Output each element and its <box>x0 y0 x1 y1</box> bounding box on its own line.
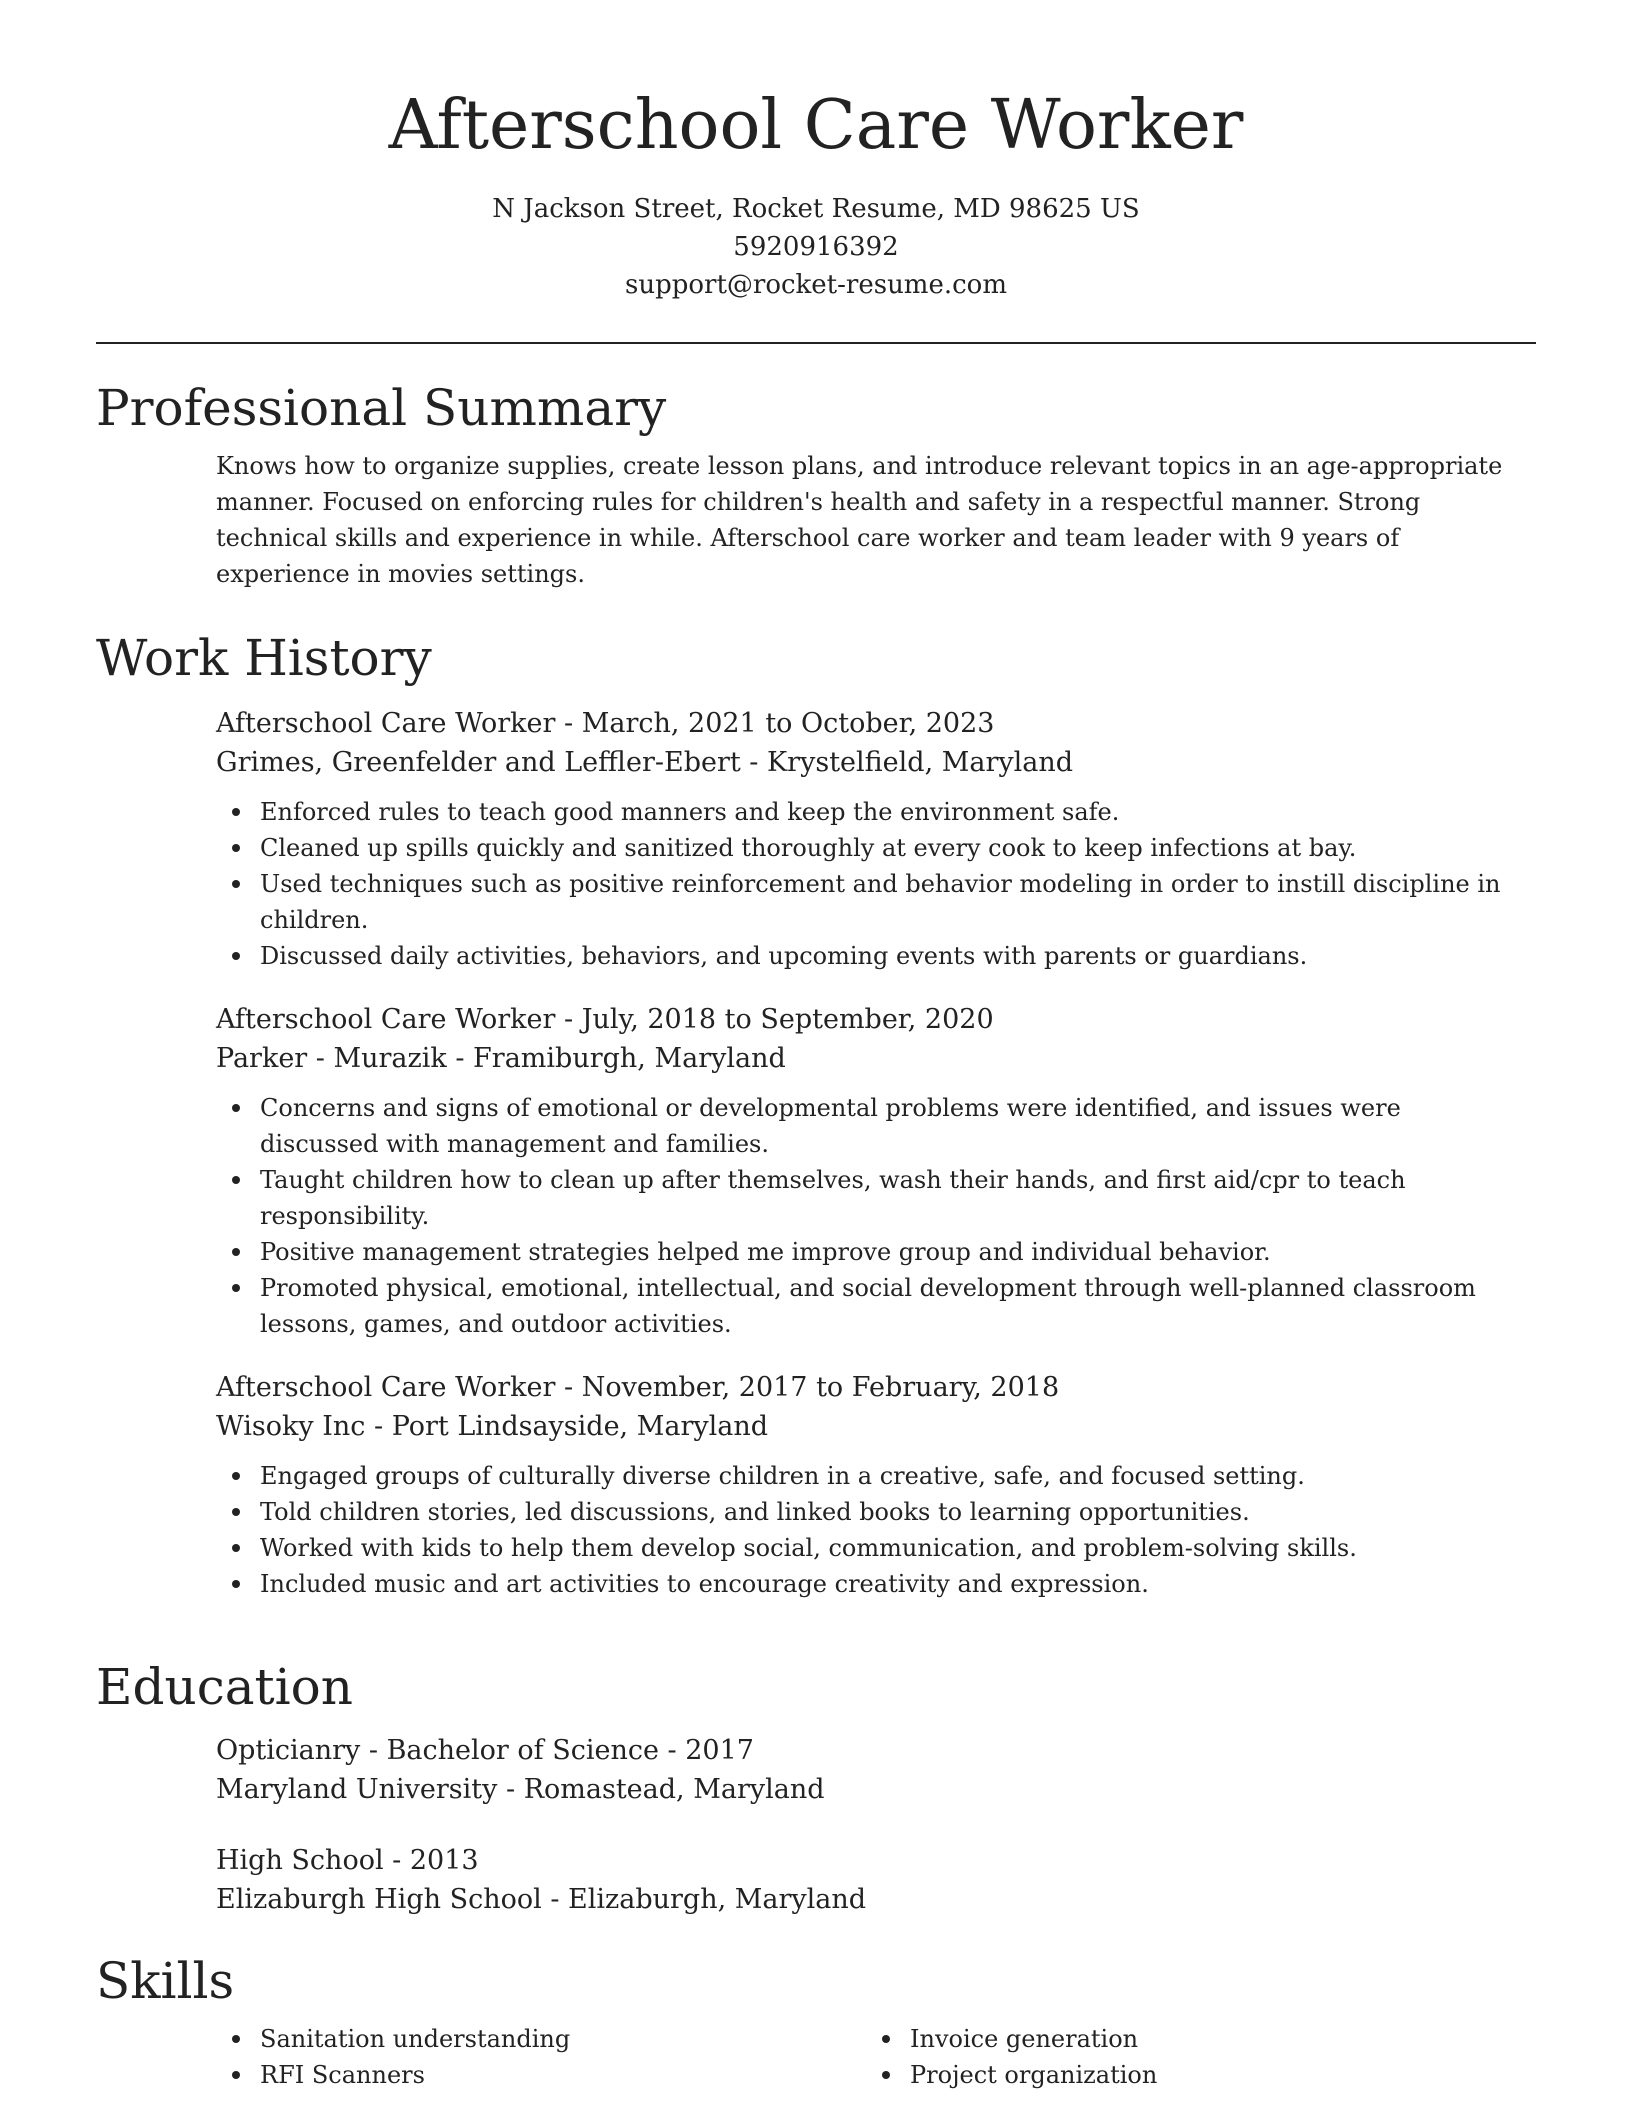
job-company: Grimes, Greenfelder and Leffler-Ebert <box>216 747 741 778</box>
education-school: Maryland University <box>216 1774 498 1805</box>
list-item: Promoted physical, emotional, intellectual, and social development through well-planned classroom lessons, games, and outdoor activities. <box>216 1270 1516 1342</box>
job-bullets <box>216 1090 1516 1342</box>
education-entry <box>216 1731 1516 1809</box>
education-entry <box>216 1841 1516 1919</box>
job-title-line <box>216 704 1516 743</box>
job-title-line <box>216 1000 1516 1039</box>
skills-section <box>96 1951 1536 2093</box>
job-company-line <box>216 1039 1516 1078</box>
list-item: Included music and art activities to encourage creativity and expression. <box>216 1566 1516 1602</box>
job-company: Parker - Murazik <box>216 1043 447 1074</box>
job-location: - Framiburgh, Maryland <box>446 1043 786 1074</box>
section-title-work-history: Work History <box>96 629 432 687</box>
contact-phone: 5920916392 <box>733 232 899 262</box>
list-item: Worked with kids to help them develop social, communication, and problem-solving skills. <box>216 1530 1516 1566</box>
resume-header <box>0 0 1632 304</box>
list-item: Used techniques such as positive reinforcement and behavior modeling in order to instill discipline in children. <box>216 866 1516 938</box>
contact-email[interactable]: support@rocket-resume.com <box>624 270 1007 300</box>
education-section <box>96 1657 1536 1919</box>
education-degree: Opticianry - Bachelor of Science - 2017 <box>216 1735 754 1766</box>
summary-text: Knows how to organize supplies, create lesson plans, and introduce relevant topics in an age-appropriate manner. Focused on enforcing rules for children's health and safety in a respectful manner. Strong technical skills and experience in while. Afterschool care worker and team leader with 9 years of experience in movies settings. <box>216 452 1503 588</box>
education-school-line <box>216 1880 1516 1919</box>
list-item: Cleaned up spills quickly and sanitized thoroughly at every cook to keep infections at bay. <box>216 830 1516 866</box>
job-company: Wisoky Inc <box>216 1411 366 1442</box>
list-item: Taught children how to clean up after themselves, wash their hands, and first aid/cpr to teach responsibility. <box>216 1162 1516 1234</box>
skills-list-right <box>866 2021 1516 2093</box>
job-entry <box>216 704 1516 974</box>
skills-list-left <box>216 2021 866 2093</box>
job-location: - Krystelfield, Maryland <box>740 747 1074 778</box>
education-school: Elizaburgh High School <box>216 1884 542 1915</box>
education-school-line <box>216 1770 1516 1809</box>
list-item: Enforced rules to teach good manners and keep the environment safe. <box>216 794 1516 830</box>
job-entry <box>216 1000 1516 1342</box>
list-item: Engaged groups of culturally diverse children in a creative, safe, and focused setting. <box>216 1458 1516 1494</box>
skill-item: Invoice generation <box>866 2021 1516 2057</box>
section-title-skills: Skills <box>96 1952 235 2010</box>
education-location: - Elizaburgh, Maryland <box>541 1884 867 1915</box>
job-location: - Port Lindsayside, Maryland <box>365 1411 769 1442</box>
job-dates: - March, 2021 to October, 2023 <box>555 708 995 739</box>
job-title-line <box>216 1368 1516 1407</box>
list-item: Discussed daily activities, behaviors, and upcoming events with parents or guardians. <box>216 938 1516 974</box>
job-entry <box>216 1368 1516 1602</box>
skill-item: Sanitation understanding <box>216 2021 866 2057</box>
skill-item: Project organization <box>866 2057 1516 2093</box>
job-role: Afterschool Care Worker <box>216 1004 556 1035</box>
job-bullets <box>216 1458 1516 1602</box>
job-company-line <box>216 1407 1516 1446</box>
education-degree: High School - 2013 <box>216 1845 479 1876</box>
contact-address: N Jackson Street, Rocket Resume, MD 98625 US <box>492 194 1140 224</box>
section-title-education: Education <box>96 1658 353 1716</box>
job-dates: - July, 2018 to September, 2020 <box>555 1004 994 1035</box>
list-item: Concerns and signs of emotional or developmental problems were identified, and issues were discussed with management and families. <box>216 1090 1516 1162</box>
section-title-summary: Professional Summary <box>96 379 667 437</box>
list-item: Told children stories, led discussions, and linked books to learning opportunities. <box>216 1494 1516 1530</box>
header-divider <box>96 342 1536 344</box>
job-dates: - November, 2017 to February, 2018 <box>555 1372 1060 1403</box>
job-company-line <box>216 743 1516 782</box>
job-bullets <box>216 794 1516 974</box>
list-item: Positive management strategies helped me improve group and individual behavior. <box>216 1234 1516 1270</box>
candidate-name: Afterschool Care Worker <box>388 86 1244 165</box>
skills-grid <box>216 2021 1516 2093</box>
education-location: - Romastead, Maryland <box>497 1774 825 1805</box>
summary-section <box>96 378 1536 592</box>
job-role: Afterschool Care Worker <box>216 708 556 739</box>
work-history-section <box>96 628 1536 1602</box>
job-role: Afterschool Care Worker <box>216 1372 556 1403</box>
skill-item: RFI Scanners <box>216 2057 866 2093</box>
